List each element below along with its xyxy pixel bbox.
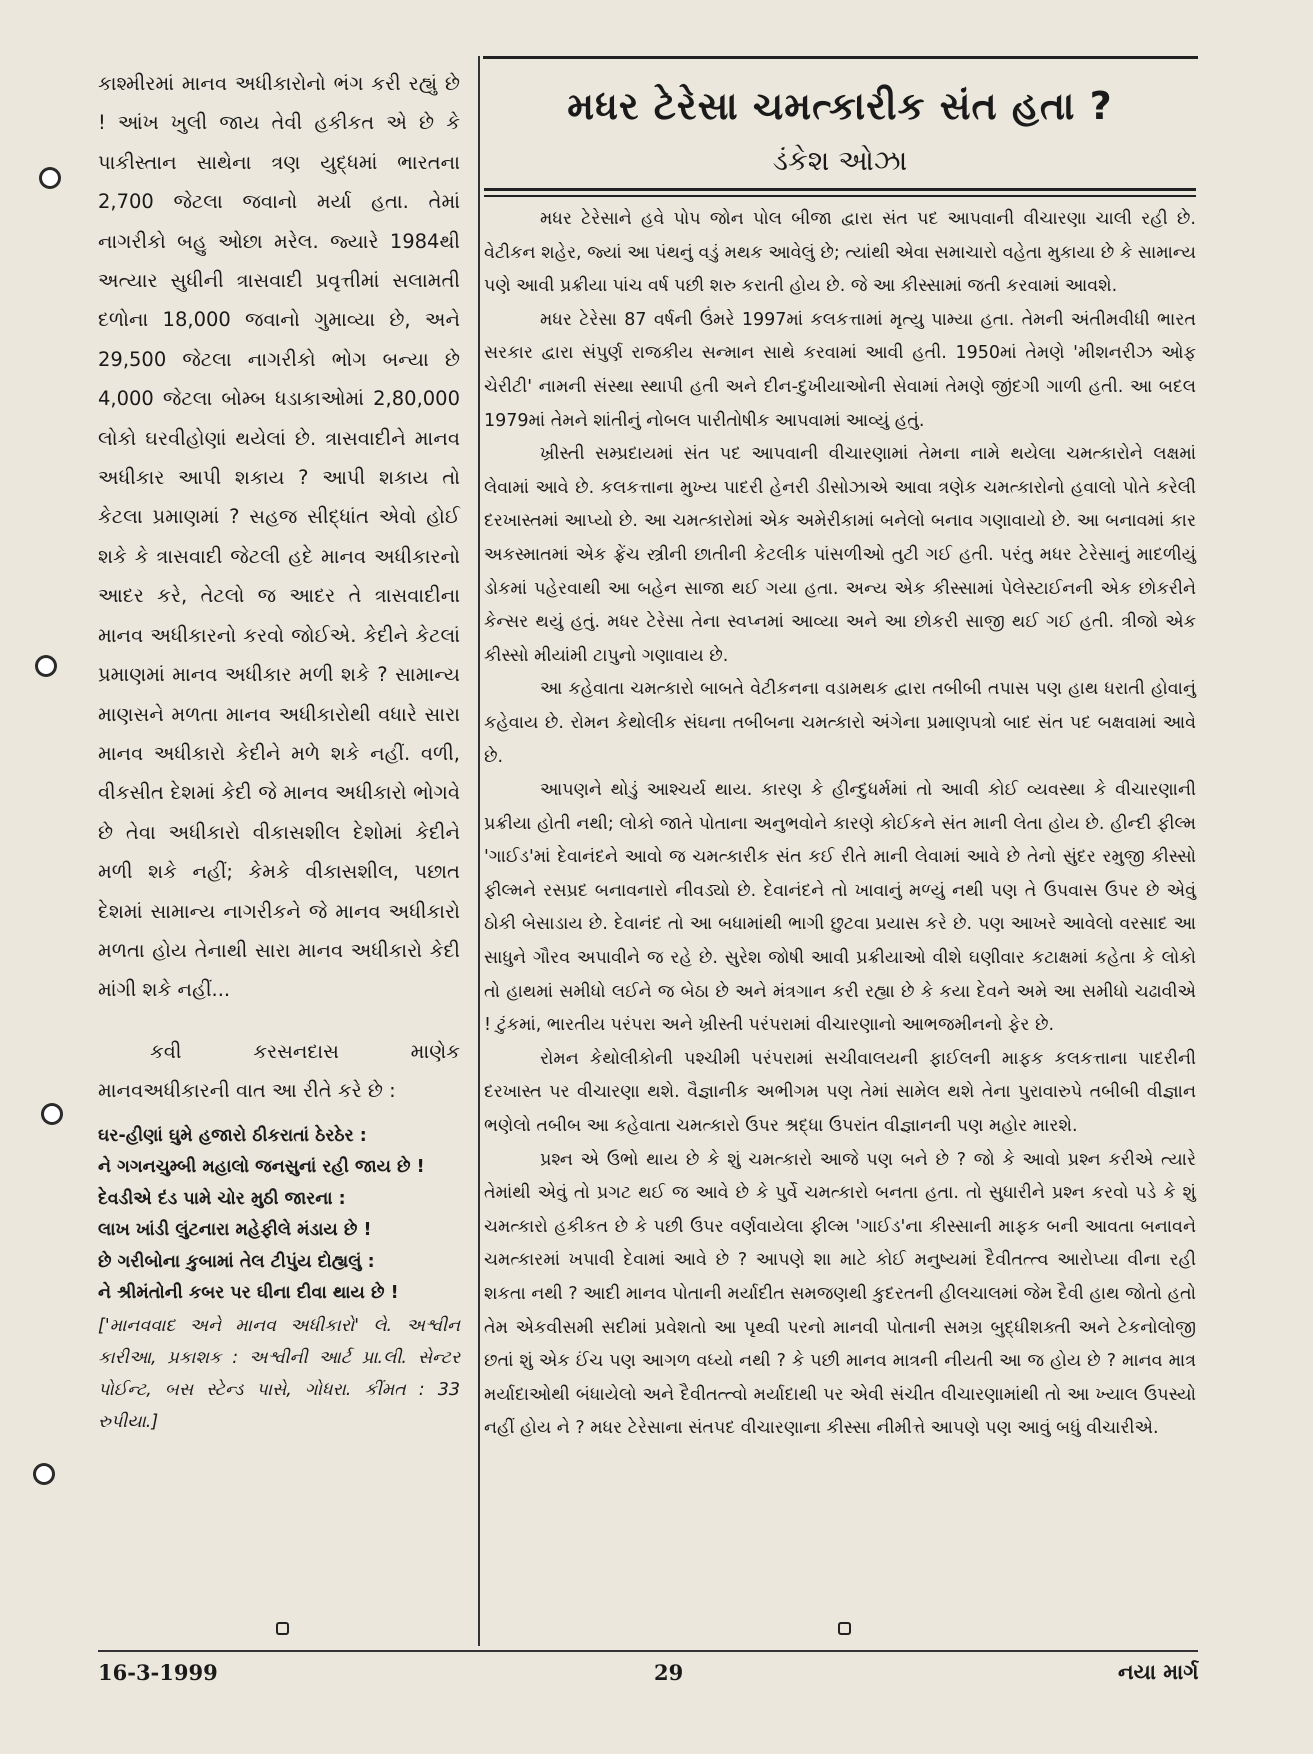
poet-intro: કવી કરસનદાસ માણેક માનવઅધીકારની વાત આ રીતે કરે છે : (98, 1039, 460, 1103)
heading-rule (484, 195, 1196, 197)
punch-hole (44, 1106, 60, 1122)
footer-rule (98, 1650, 1198, 1652)
article-paragraph: મધર ટેરેસાને હવે પોપ જોન પોલ બીજા દ્વારા સંત પદ આપવાની વીચારણા ચાલી રહી છે. વેટીકન શહેર, જ્યાં આ પંથનું વડું મથક આવેલું છે; ત્યાંથી એવા સમાચારો વહેતા મુકાયા છે કે સામાન્ય પણે આવી પ્રક્રીયા પાંચ વર્ષ પછી શરુ કરાતી હોય છે. જે આ કીસ્સામાં જતી કરવામાં આવશે. (484, 209, 1196, 297)
footer-date: 16-3-1999 (98, 1660, 218, 1685)
poem-line: લાખ ખાંડી લુંટનારા મહેફીલે મંડાય છે ! (98, 1220, 372, 1241)
article-paragraph: ખ્રીસ્તી સમ્પ્રદાયમાં સંત પદ આપવાની વીચારણામાં તેમના નામે થયેલા ચમત્કારોને લક્ષમાં લેવામાં આવે છે. કલકત્તાના મુખ્ય પાદરી હેનરી ડીસોઝાએ આવા ત્રણેક ચમત્કારોનો હવાલો પોતે કરેલી દરખાસ્તમાં આપ્યો છે. આ ચમત્કારોમાં એક અમેરીકામાં બનેલો બનાવ ગણાવાયો છે. આ બનાવમાં કાર અકસ્માતમાં એક ફ્રેંચ સ્ત્રીની છાતીની કેટલીક પાંસળીઓ તુટી ગઈ હતી. પરંતુ મધર ટેરેસાનું માદળીયું ડોકમાં પહેરવાથી આ બહેન સાજા થઈ ગયા હતા. અન્ય એક કીસ્સામાં પેલેસ્ટાઈનની એક છોકરીને કેન્સર થયું હતું. મધર ટેરેસા તેના સ્વપ્નમાં આવ્યા અને આ છોકરી સાજી થઈ ગઈ હતી. ત્રીજો એક કીસ્સો મીયાંમી ટાપુનો ગણાવાય છે. (484, 444, 1196, 666)
poem-line: ઘર-હીણાં ઘુમે હજારો ઠીકરાતાં ઠેરઠેર : (98, 1125, 367, 1146)
punch-hole (42, 170, 58, 186)
poem-line: દેવડીએ દંડ પામે ચોર મુઠી જારના : (98, 1188, 346, 1209)
heading-rule (484, 188, 1196, 191)
article-headline: મધર ટેરેસા ચમત્કારીક સંત હતા ? (567, 84, 1113, 128)
article-paragraph: આપણને થોડું આશ્ચર્ય થાય. કારણ કે હીન્દુધર્મમાં તો આવી કોઈ વ્યવસ્થા કે વીચારણાની પ્રક્રીયા હોતી નથી; લોકો જાતે પોતાના અનુભવોને કારણે કોઈકને સંત માની લેતા હોય છે. હીન્દી ફીલ્મ 'ગાઈડ'માં દેવાનંદને આવો જ ચમત્કારીક સંત કઈ રીતે માની લેવામાં આવે છે તેનો સુંદર રમુજી કીસ્સો ફીલ્મને રસપ્રદ બનાવનારો નીવડ્યો છે. દેવાનંદને તો ખાવાનું મળ્યું નથી પણ તે ઉપવાસ ઉપર છે એવું ઠોકી બેસાડાય છે. દેવાનંદ તો આ બધામાંથી ભાગી છુટવા પ્રયાસ કરે છે. પણ આખરે આવેલો વરસાદ આ સાધુને ગૌરવ અપાવીને જ રહે છે. સુરેશ જોષી આવી પ્રક્રીયાઓ વીશે ઘણીવાર કટાક્ષમાં કહેતા કે લોકો તો હાથમાં સમીધો લઈને જ બેઠા છે અને મંત્રગાન કરી રહ્યા છે કે કયા દેવને અમે આ સમીધો ચઢાવીએ ! ટુંકમાં, ભારતીય પરંપરા અને ખ્રીસ્તી પરંપરામાં વીચારણાનો આભજમીનનો ફેર છે. (484, 780, 1196, 1036)
page-number: 29 (654, 1660, 684, 1685)
article-paragraph: પ્રશ્ન એ ઉભો થાય છે કે શું ચમત્કારો આજે પણ બને છે ? જો કે આવો પ્રશ્ન કરીએ ત્યારે તેમાંથી એવું તો પ્રગટ થઈ જ આવે છે કે પુર્વે ચમત્કારો બનતા હતા. તો સુધારીને પ્રશ્ન કરવો પડે કે શું ચમત્કારો હકીકત છે કે પછી ઉપર વર્ણવાયેલા ફીલ્મ 'ગાઈડ'ના કીસ્સાની માફક બની આવતા બનાવને ચમત્કારમાં ખપાવી દેવામાં આવે છે ? આપણે શા માટે કોઈ મનુષ્યમાં દૈવીતત્ત્વ આરોપ્યા વીના રહી શકતા નથી ? આદી માનવ પોતાની મર્યાદીત સમજણથી કુદરતની હીલચાલમાં જેમ દૈવી હાથ જોતો હતો તેમ એકવીસમી સદીમાં પ્રવેશતો આ પૃથ્વી પરનો માનવી પોતાની સમગ્ર બુદ્ધીશક્તી અને ટેકનોલોજી છતાં શું એક ઈંચ પણ આગળ વધ્યો નથી ? કે પછી માનવ માત્રની નીયતી આ જ હોય છે ? માનવ માત્ર મર્યાદાઓથી બંધાયેલો અને દૈવીતત્ત્વો મર્યાદાથી પર એવી સંચીત વીચારણામાંથી તો આ ખ્યાલ ઉપસ્યો નહીં હોય ને ? મધર ટેરેસાના સંતપદ વીચારણાના કીસ્સા નીમીત્તે આપણે પણ આવું બધું વીચારીએ. (484, 1149, 1196, 1439)
column-divider (478, 56, 480, 1646)
left-column (98, 64, 460, 1438)
article-body (484, 203, 1196, 1446)
book-reference: ['માનવવાદ અને માનવ અધીકારો' લે. અશ્વીન કારીઆ, પ્રકાશક : અશ્વીની આર્ટ પ્રા.લી. સેન્ટર પોઈન્ટ, બસ સ્ટેન્ડ પાસે, ગોધરા. કીંમત : 33 રુપીયા.] (98, 1315, 460, 1432)
top-rule (483, 56, 1198, 59)
punch-hole (36, 1466, 52, 1482)
magazine-name: નયા માર્ગ (1118, 1660, 1199, 1684)
poem-line: ને શ્રીમંતોની કબર પર ઘીના દીવા થાય છે ! (98, 1283, 399, 1304)
end-mark-icon (838, 1622, 851, 1635)
poem-line: છે ગરીબોના કુબામાં તેલ ટીપુંય દોહ્યલું : (98, 1251, 375, 1272)
article-column (484, 64, 1196, 1446)
end-mark-icon (276, 1622, 289, 1635)
article-paragraph: મધર ટેરેસા 87 વર્ષની ઉંમરે 1997માં કલકત્તામાં મૃત્યુ પામ્યા હતા. તેમની અંતીમવીધી ભારત સરકાર દ્વારા સંપુર્ણ રાજકીય સન્માન સાથે કરવામાં આવી હતી. 1950માં તેમણે 'મીશનરીઝ ઓફ ચેરીટી' નામની સંસ્થા સ્થાપી હતી અને દીન-દુખીયાઓની સેવામાં તેમણે જીંદગી ગાળી હતી. આ બદલ 1979માં તેમને શાંતીનું નોબલ પારીતોષીક આપવામાં આવ્યું હતું. (484, 309, 1196, 431)
left-paragraph: કાશ્મીરમાં માનવ અધીકારોનો ભંગ કરી રહ્યું છે ! આંખ ખુલી જાય તેવી હકીકત એ છે કે પાકીસ્તાન સાથેના ત્રણ યુદ્ધમાં ભારતના 2,700 જેટલા જવાનો મર્યા હતા. તેમાં નાગરીકો બહુ ઓછા મરેલ. જ્યારે 1984થી અત્યાર સુધીની ત્રાસવાદી પ્રવૃત્તીમાં સલામતી દળોના 18,000 જવાનો ગુમાવ્યા છે, અને 29,500 જેટલા નાગરીકો ભોગ બન્યા છે 4,000 જેટલા બોમ્બ ધડાકાઓમાં 2,80,000 લોકો ઘરવીહોણાં થયેલાં છે. ત્રાસવાદીને માનવ અધીકાર આપી શકાય ? આપી શકાય તો કેટલા પ્રમાણમાં ? સહજ સીદ્ધાંત એવો હોઈ શકે કે ત્રાસવાદી જેટલી હદે માનવ અધીકારનો આદર કરે, તેટલો જ આદર તે ત્રાસવાદીના માનવ અધીકારનો કરવો જોઈએ. કેદીને કેટલાં પ્રમાણમાં માનવ અધીકાર મળી શકે ? સામાન્ય માણસને મળતા માનવ અધીકારોથી વધારે સારા માનવ અધીકારો કેદીને મળે શકે નહીં. વળી, વીકસીત દેશમાં કેદી જે માનવ અધીકારો ભોગવે છે તેવા અધીકારો વીકાસશીલ દેશોમાં કેદીને મળી શકે નહીં; કેમકે વીકાસશીલ, પછાત દેશમાં સામાન્ય નાગરીકને જે માનવ અધીકારો મળતા હોય તેનાથી સારા માનવ અધીકારો કેદી માંગી શકે નહીં... (98, 72, 460, 1002)
article-author: ડંકેશ ઓઝા (772, 144, 908, 177)
poem (98, 1121, 460, 1310)
article-paragraph: રોમન કેથોલીકોની પશ્ચીમી પરંપરામાં સચીવાલયની ફાઈલની માફક કલકત્તાના પાદરીની દરખાસ્ત પર વીચારણા થશે. વૈજ્ઞાનીક અભીગમ પણ તેમાં સામેલ થશે તેના પુરાવારુપે તબીબી વીજ્ઞાન ભણેલો તબીબ આ કહેવાતા ચમત્કારો ઉપર શ્રદ્ધા ઉપરાંત વીજ્ઞાનની પણ મહોર મારશે. (484, 1048, 1196, 1137)
poem-line: ને ગગનચુમ્બી મહાલો જનસુનાં રહી જાય છે ! (98, 1157, 425, 1178)
article-paragraph: આ કહેવાતા ચમત્કારો બાબતે વેટીકનના વડામથક દ્વારા તબીબી તપાસ પણ હાથ ધરાતી હોવાનું કહેવાય છે. રોમન કેથોલીક સંઘના તબીબના ચમત્કારો અંગેના પ્રમાણપત્રો બાદ સંત પદ બક્ષવામાં આવે છે. (484, 679, 1196, 767)
punch-hole (38, 658, 54, 674)
